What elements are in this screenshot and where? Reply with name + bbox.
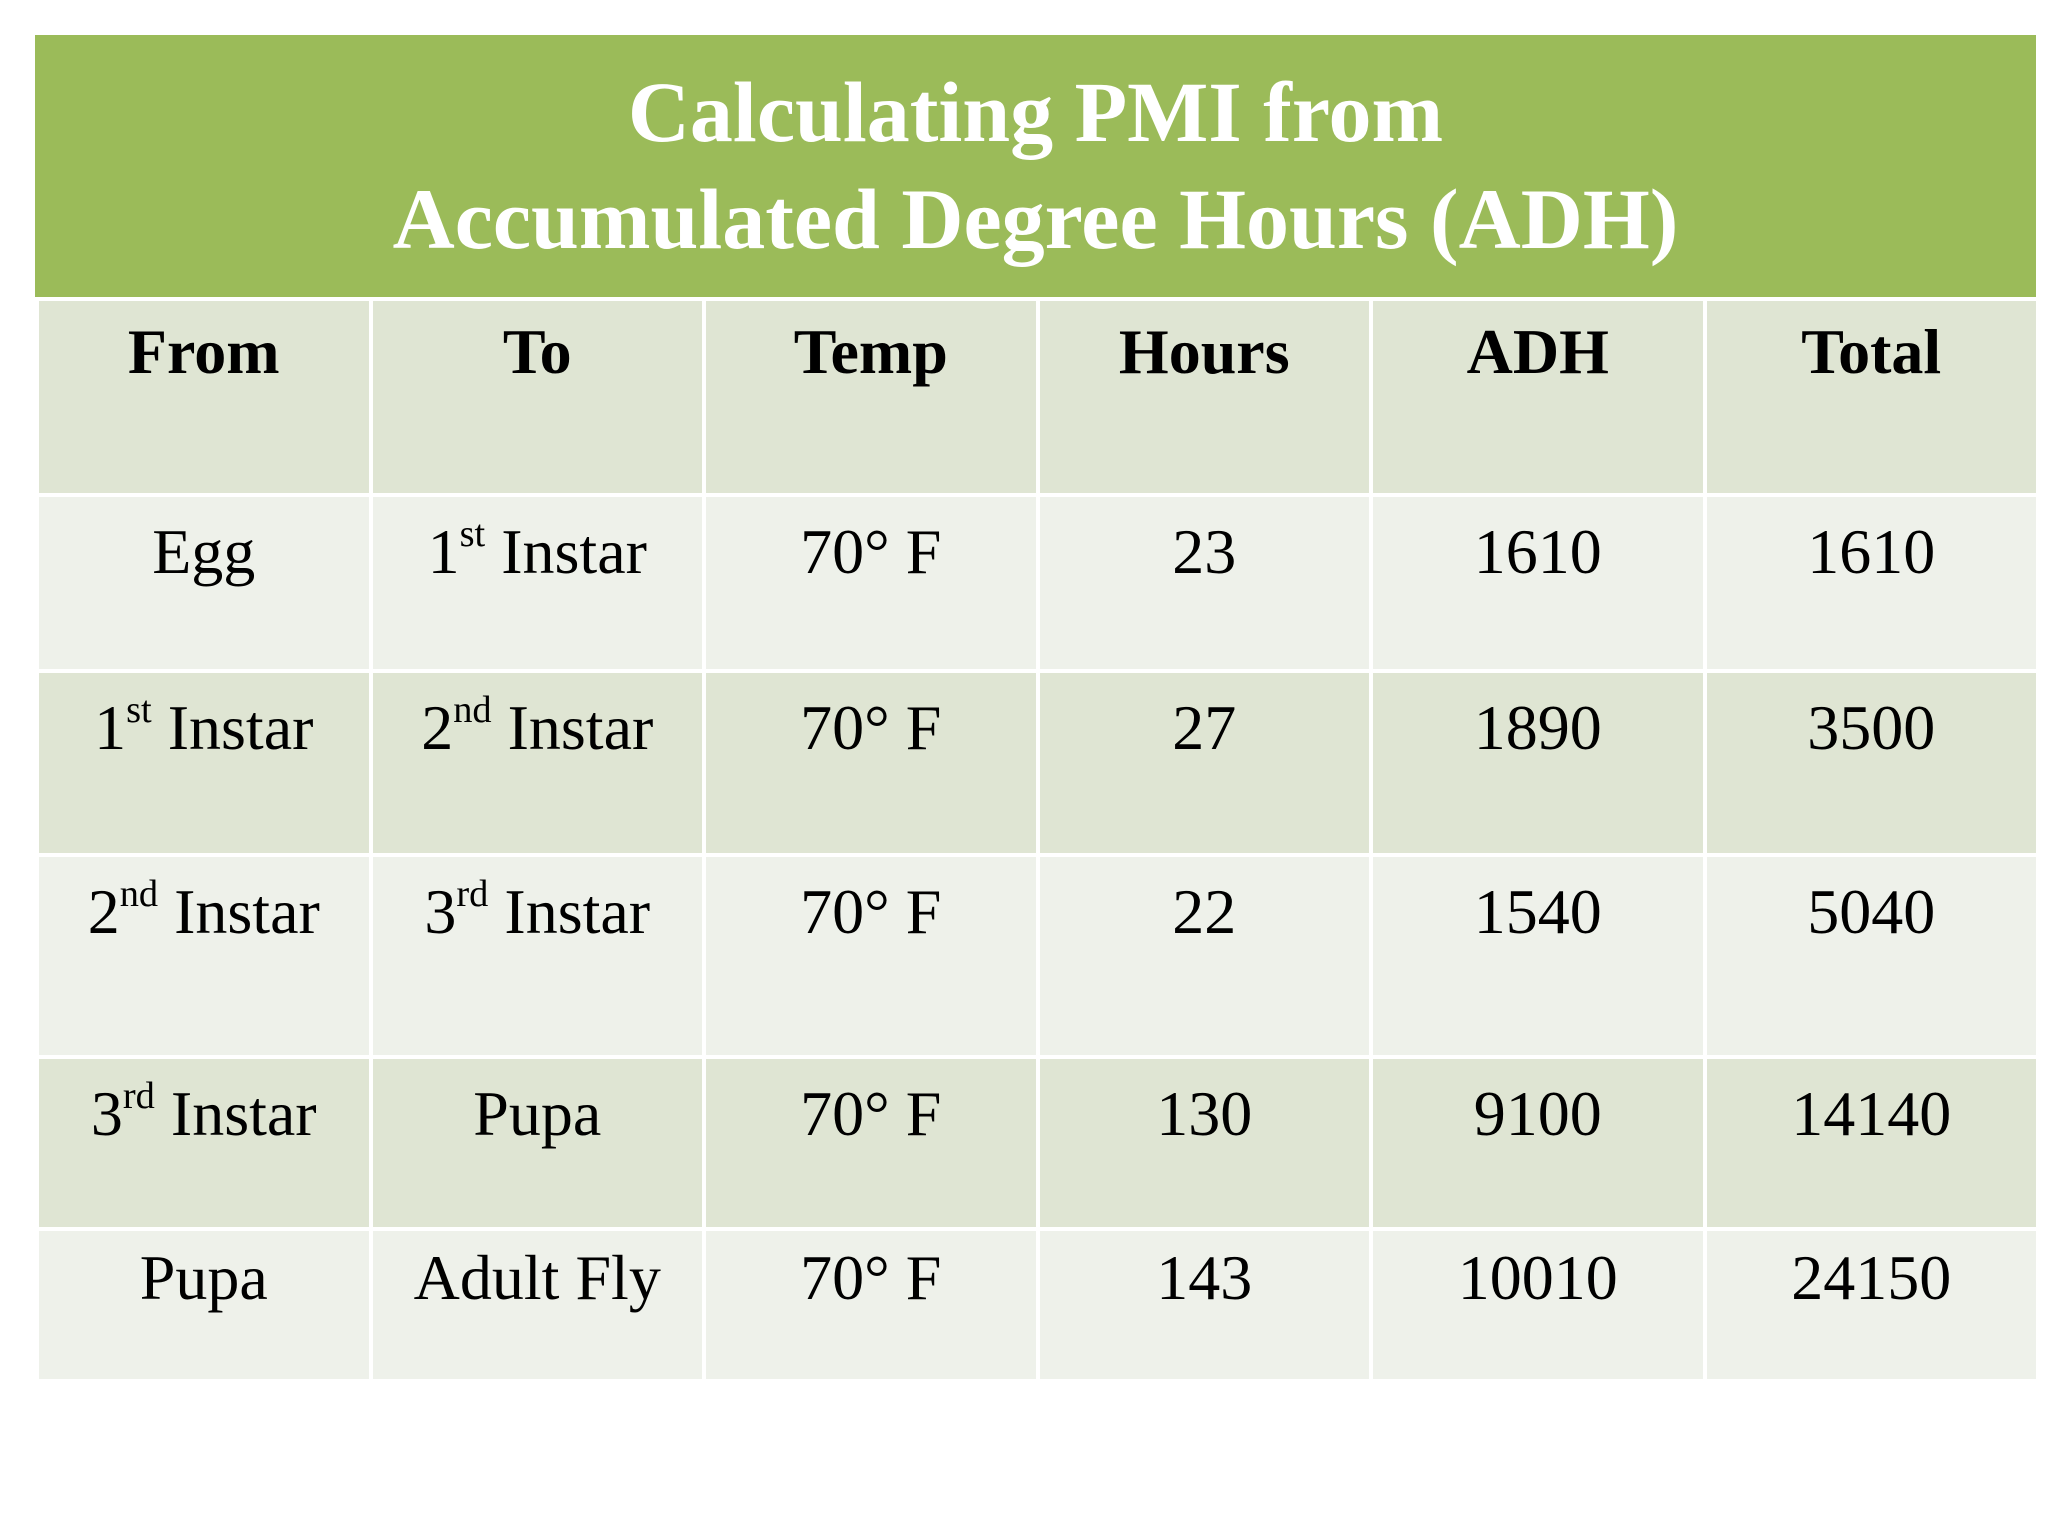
cell-adh: 1610 bbox=[1371, 495, 1705, 671]
cell-temp: 70° F bbox=[704, 855, 1038, 1057]
cell-from: Pupa bbox=[37, 1229, 371, 1381]
cell-hours: 22 bbox=[1038, 855, 1372, 1057]
adh-table-slide bbox=[35, 35, 2036, 1383]
adh-table bbox=[35, 297, 2040, 1383]
cell-to: 2nd Instar bbox=[371, 671, 705, 855]
cell-total: 14140 bbox=[1705, 1057, 2039, 1229]
cell-temp: 70° F bbox=[704, 1229, 1038, 1381]
cell-adh: 1890 bbox=[1371, 671, 1705, 855]
table-row bbox=[37, 1057, 2038, 1229]
cell-adh: 9100 bbox=[1371, 1057, 1705, 1229]
cell-adh: 1540 bbox=[1371, 855, 1705, 1057]
cell-to: Adult Fly bbox=[371, 1229, 705, 1381]
title-line-1: Calculating PMI from bbox=[627, 64, 1444, 160]
cell-temp: 70° F bbox=[704, 1057, 1038, 1229]
header-temp: Temp bbox=[704, 299, 1038, 495]
cell-hours: 143 bbox=[1038, 1229, 1372, 1381]
cell-temp: 70° F bbox=[704, 495, 1038, 671]
cell-total: 1610 bbox=[1705, 495, 2039, 671]
header-to: To bbox=[371, 299, 705, 495]
cell-from: Egg bbox=[37, 495, 371, 671]
table-row bbox=[37, 671, 2038, 855]
table-row bbox=[37, 1229, 2038, 1381]
header-adh: ADH bbox=[1371, 299, 1705, 495]
title-band bbox=[35, 35, 2036, 297]
header-total: Total bbox=[1705, 299, 2039, 495]
cell-total: 5040 bbox=[1705, 855, 2039, 1057]
title-line-2: Accumulated Degree Hours (ADH) bbox=[392, 171, 1679, 267]
cell-hours: 23 bbox=[1038, 495, 1372, 671]
cell-from: 3rd Instar bbox=[37, 1057, 371, 1229]
cell-from: 1st Instar bbox=[37, 671, 371, 855]
cell-to: 3rd Instar bbox=[371, 855, 705, 1057]
table-row bbox=[37, 855, 2038, 1057]
header-hours: Hours bbox=[1038, 299, 1372, 495]
cell-to: 1st Instar bbox=[371, 495, 705, 671]
cell-hours: 130 bbox=[1038, 1057, 1372, 1229]
cell-from: 2nd Instar bbox=[37, 855, 371, 1057]
header-row bbox=[37, 299, 2038, 495]
table-row bbox=[37, 495, 2038, 671]
header-from: From bbox=[37, 299, 371, 495]
cell-total: 3500 bbox=[1705, 671, 2039, 855]
cell-to: Pupa bbox=[371, 1057, 705, 1229]
cell-temp: 70° F bbox=[704, 671, 1038, 855]
cell-total: 24150 bbox=[1705, 1229, 2039, 1381]
cell-adh: 10010 bbox=[1371, 1229, 1705, 1381]
cell-hours: 27 bbox=[1038, 671, 1372, 855]
